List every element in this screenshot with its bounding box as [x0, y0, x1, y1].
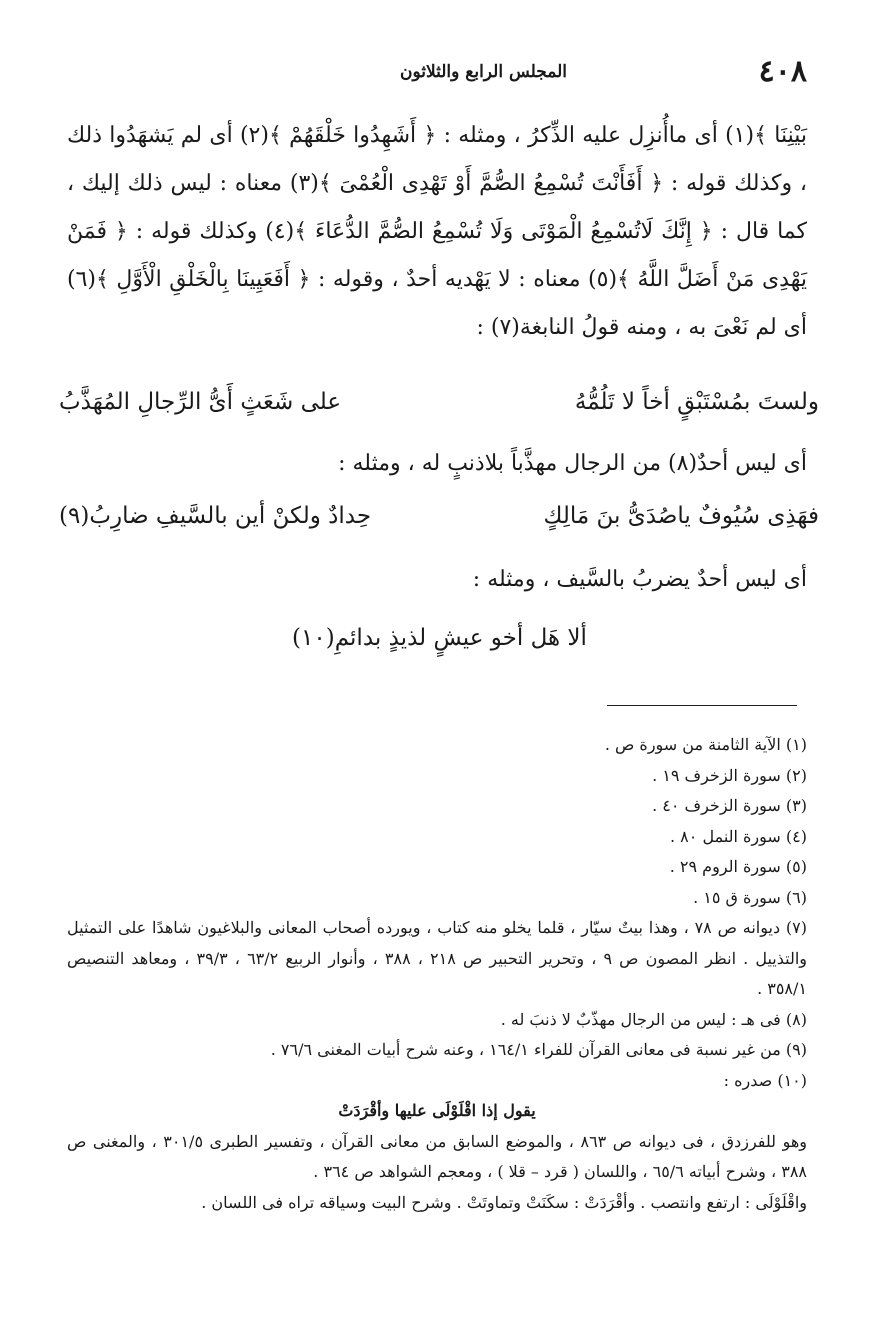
footnote-item: واقْلَوْلَى : ارتفع وانتصب . وأقْرَدَتْ : سكَنَتْ وتماوتَتْ . وشرح البيت وسياقه تراه فى اللسان . — [201, 1192, 807, 1212]
verse-1-second-hemistich: على شَعَثٍ أَىُّ الرِّجالِ المُهَذَّبُ — [59, 389, 342, 415]
verse-2 — [59, 492, 819, 540]
verse-3: ألا هَل أخو عيشٍ لذيذٍ بدائمِ(١٠) — [292, 625, 587, 651]
main-paragraph — [67, 112, 807, 352]
verse-2-second-hemistich: حِدادٌ ولكنْ أين بالسَّيفِ ضارِبُ(٩) — [59, 503, 372, 529]
verse-1-first-hemistich: ولستَ بمُسْتَبْقٍ أخاً لا تَلُمُّهُ — [574, 389, 819, 415]
running-title: المجلس الرابع والثلاثون — [399, 62, 567, 82]
page-header — [76, 52, 807, 92]
page-number: ٤٠٨ — [758, 54, 807, 89]
footnote-item: (٧) ديوانه ص ٧٨ ، وهذا بيتٌ سيّار ، قلما يخلو منه كتاب ، ويورده أصحاب المعانى والبلاغيون شاهدًا على التمثيل والتذييل . انظر المصون ص ٩ ، وتحرير التحبير ص ٢١٨ ، ٣٨٨ ، وأنوار الربيع ٦٣/٢ ، ٣٩/٣ ، ومعاهد التنصيص ٣٥٨/١ . — [67, 918, 808, 998]
verse-2-first-hemistich: فهَذِى سُيُوفٌ ياصُدَىُّ بنَ مَالِكٍ — [543, 503, 819, 529]
footnote-item: (٥) سورة الروم ٢٩ . — [669, 857, 807, 876]
footnote-separator — [607, 705, 797, 706]
commentary-line-1: أى ليس أحدٌ(٨) من الرجال مهذَّباً بلاذنبٍ له ، ومثله : — [338, 451, 807, 476]
footnote-verse: يقول إذا اقْلَوْلَى عليها وأقْرَدَتْ — [338, 1101, 536, 1120]
footnote-item: (٩) من غير نسبة فى معانى القرآن للفراء ١٦٤/١ ، وعنه شرح أبيات المغنى ٧٦/٦ . — [270, 1040, 807, 1059]
commentary-line-2: أى ليس أحدٌ يضربُ بالسَّيف ، ومثله : — [472, 567, 807, 592]
footnote-item: (٢) سورة الزخرف ١٩ . — [652, 765, 807, 785]
footnote-item: (٦) سورة ق ١٥ . — [693, 887, 807, 907]
paragraph-text: بَيْنِنَا ﴾(١) أى ماأُنزِل عليه الذِّكرُ ، ومثله : ﴿ أَشَهِدُوا خَلْقَهُمْ ﴾(٢) أى لم يَشهَدُوا ذلك ، وكذلك قوله : ﴿ أَفَأَنْتَ تُسْمِعُ الصُّمَّ أَوْ تَهْدِى الْعُمْىَ ﴾(٣) معناه : ليس ذلك إليك ، كما قال : ﴿ إِنَّكَ لَاتُسْمِعُ الْمَوْتَى وَلَا تُسْمِعُ الصُّمَّ الدُّعَاءَ ﴾(٤) وكذلك قوله : ﴿ فَمَنْ يَهْدِى مَنْ أَضَلَّ اللَّهُ ﴾(٥) معناه : لا يَهْديه أحدٌ ، وقوله : ﴿ أَفَعَيِينَا بِالْخَلْقِ الْأَوَّلِ ﴾(٦) أى لم نَعْىَ به ، ومنه قولُ النابغة(٧) : — [67, 123, 807, 340]
footnote-item: وهو للفرزدق ، فى ديوانه ص ٨٦٣ ، والموضع السابق من معانى القرآن ، وتفسير الطبرى ٣٠١/٥ ، والمغنى ص ٣٨٨ ، وشرح أبياته ٦٥/٦ ، واللسان ( قرد – قلا ) ، ومعجم الشواهد ص ٣٦٤ . — [67, 1131, 807, 1181]
verse-1 — [59, 378, 819, 426]
footnote-item: (٣) سورة الزخرف ٤٠ . — [652, 796, 807, 815]
footnote-item: (١) الآية الثامنة من سورة ص . — [604, 735, 807, 754]
footnotes-list — [67, 730, 807, 1218]
footnote-item: (١٠) صدره : — [723, 1070, 807, 1090]
footnote-item: (٨) فى هـ : ليس من الرجال مهذّبٌ لا ذنبَ له . — [500, 1009, 807, 1029]
footnote-item: (٤) سورة النمل ٨٠ . — [670, 826, 807, 846]
